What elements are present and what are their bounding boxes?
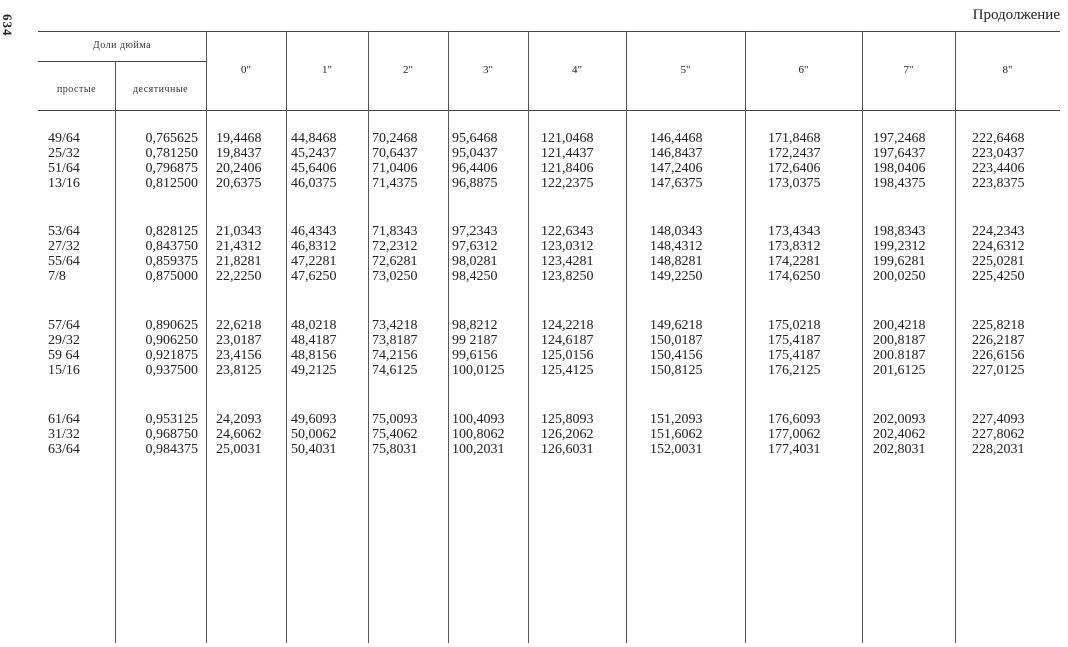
mm-column xyxy=(372,224,444,284)
decimal-column xyxy=(123,318,198,378)
simple-fraction: 49/64 xyxy=(48,131,80,146)
page-number: 634 xyxy=(0,14,15,37)
mm-value: 100,2031 xyxy=(452,442,505,457)
mm-value: 200.8187 xyxy=(873,348,926,363)
mm-value: 99,6156 xyxy=(452,348,498,363)
simple-fraction: 27/32 xyxy=(48,239,80,254)
mm-value: 124,2218 xyxy=(541,318,594,333)
mm-column xyxy=(216,224,288,284)
mm-value: 75,0093 xyxy=(372,412,418,427)
mm-value: 150,0187 xyxy=(650,333,703,348)
mm-value: 148,0343 xyxy=(650,224,703,239)
mm-column xyxy=(768,224,840,284)
mm-value: 173,4343 xyxy=(768,224,821,239)
mm-value: 173,8312 xyxy=(768,239,821,254)
mm-value: 48,8156 xyxy=(291,348,337,363)
mm-value: 228,2031 xyxy=(972,442,1025,457)
mm-value: 175,4187 xyxy=(768,348,821,363)
mm-value: 171,8468 xyxy=(768,131,821,146)
mm-value: 202,4062 xyxy=(873,427,926,442)
continuation-label: Продолжение xyxy=(972,7,1060,23)
mm-value: 200,4218 xyxy=(873,318,926,333)
simple-fraction: 51/64 xyxy=(48,161,80,176)
mm-value: 49,6093 xyxy=(291,412,337,427)
mm-value: 223,8375 xyxy=(972,176,1025,191)
mm-value: 50,4031 xyxy=(291,442,337,457)
mm-value: 174,6250 xyxy=(768,269,821,284)
mm-value: 146,8437 xyxy=(650,146,703,161)
mm-value: 23,0187 xyxy=(216,333,262,348)
simple-header: простые xyxy=(56,84,97,95)
mm-value: 198,8343 xyxy=(873,224,926,239)
mm-value: 121,4437 xyxy=(541,146,594,161)
inch-column-header: 7" xyxy=(903,64,914,76)
mm-column xyxy=(372,412,444,457)
mm-value: 197,6437 xyxy=(873,146,926,161)
mm-value: 151,2093 xyxy=(650,412,703,427)
mm-column xyxy=(873,131,945,191)
mm-value: 74,6125 xyxy=(372,363,418,378)
mm-column xyxy=(873,412,945,457)
simple-fraction: 61/64 xyxy=(48,412,80,427)
simple-fraction: 55/64 xyxy=(48,254,80,269)
mm-value: 71,0406 xyxy=(372,161,418,176)
mm-value: 24,2093 xyxy=(216,412,262,427)
mm-column xyxy=(452,412,524,457)
mm-column xyxy=(452,318,524,378)
inch-column-header: 6" xyxy=(798,64,809,76)
mm-value: 73,0250 xyxy=(372,269,418,284)
mm-value: 50,0062 xyxy=(291,427,337,442)
mm-value: 172,2437 xyxy=(768,146,821,161)
simple-fraction-column xyxy=(48,412,106,457)
mm-value: 175,4187 xyxy=(768,333,821,348)
mm-value: 177,0062 xyxy=(768,427,821,442)
decimal-value: 0,781250 xyxy=(145,146,198,161)
mm-column xyxy=(650,224,722,284)
mm-value: 123,8250 xyxy=(541,269,594,284)
mm-value: 197,2468 xyxy=(873,131,926,146)
mm-value: 100,8062 xyxy=(452,427,505,442)
mm-value: 125,4125 xyxy=(541,363,594,378)
mm-column xyxy=(216,131,288,191)
group-header: Доли дюйма xyxy=(92,40,152,51)
mm-value: 126,6031 xyxy=(541,442,594,457)
mm-value: 177,4031 xyxy=(768,442,821,457)
decimal-value: 0,968750 xyxy=(145,427,198,442)
mm-value: 98,4250 xyxy=(452,269,498,284)
decimal-value: 0,765625 xyxy=(145,131,198,146)
mm-value: 121,0468 xyxy=(541,131,594,146)
mm-value: 21,8281 xyxy=(216,254,262,269)
mm-value: 172,6406 xyxy=(768,161,821,176)
mm-value: 200,8187 xyxy=(873,333,926,348)
decimal-value: 0,875000 xyxy=(145,269,198,284)
mm-value: 98,0281 xyxy=(452,254,498,269)
decimal-value: 0,937500 xyxy=(145,363,198,378)
mm-value: 100,4093 xyxy=(452,412,505,427)
mm-value: 126,2062 xyxy=(541,427,594,442)
simple-fraction: 15/16 xyxy=(48,363,80,378)
mm-column xyxy=(972,412,1044,457)
mm-value: 23,4156 xyxy=(216,348,262,363)
mm-value: 97,2343 xyxy=(452,224,498,239)
mm-column xyxy=(768,131,840,191)
column-divider xyxy=(368,31,369,643)
decimal-value: 0,796875 xyxy=(145,161,198,176)
mm-value: 176,6093 xyxy=(768,412,821,427)
mm-value: 21,0343 xyxy=(216,224,262,239)
inch-column-header: 5" xyxy=(680,64,691,76)
top-rule xyxy=(38,31,1060,32)
mm-value: 74,2156 xyxy=(372,348,418,363)
mm-value: 73,8187 xyxy=(372,333,418,348)
group-rule xyxy=(38,61,206,62)
decimal-value: 0,812500 xyxy=(145,176,198,191)
mm-value: 176,2125 xyxy=(768,363,821,378)
mm-value: 21,4312 xyxy=(216,239,262,254)
decimal-column xyxy=(123,224,198,284)
mm-value: 72,2312 xyxy=(372,239,418,254)
mm-column xyxy=(372,131,444,191)
mm-value: 23,8125 xyxy=(216,363,262,378)
column-divider xyxy=(626,31,627,643)
decimal-column xyxy=(123,131,198,191)
inch-column-header: 3" xyxy=(483,64,493,76)
inch-column-header: 1" xyxy=(322,64,332,76)
header-rule xyxy=(38,110,1060,111)
mm-value: 72,6281 xyxy=(372,254,418,269)
simple-fraction: 7/8 xyxy=(48,269,66,284)
mm-value: 123,4281 xyxy=(541,254,594,269)
mm-value: 199,2312 xyxy=(873,239,926,254)
mm-value: 122,2375 xyxy=(541,176,594,191)
simple-fraction-column xyxy=(48,224,106,284)
mm-column xyxy=(972,224,1044,284)
simple-fraction: 25/32 xyxy=(48,146,80,161)
mm-column xyxy=(768,412,840,457)
data-table xyxy=(38,31,1060,643)
mm-column xyxy=(372,318,444,378)
simple-fraction: 53/64 xyxy=(48,224,80,239)
column-divider xyxy=(206,31,207,643)
mm-value: 46,0375 xyxy=(291,176,337,191)
mm-value: 97,6312 xyxy=(452,239,498,254)
decimal-value: 0,890625 xyxy=(145,318,198,333)
mm-value: 20,2406 xyxy=(216,161,262,176)
mm-column xyxy=(972,318,1044,378)
mm-value: 227,0125 xyxy=(972,363,1025,378)
mm-value: 152,0031 xyxy=(650,442,703,457)
mm-value: 95,6468 xyxy=(452,131,498,146)
mm-value: 198,4375 xyxy=(873,176,926,191)
simple-fraction: 63/64 xyxy=(48,442,80,457)
mm-column xyxy=(541,412,613,457)
mm-column xyxy=(291,412,363,457)
mm-value: 124,6187 xyxy=(541,333,594,348)
column-divider xyxy=(955,31,956,643)
mm-value: 70,2468 xyxy=(372,131,418,146)
mm-column xyxy=(972,131,1044,191)
mm-value: 96,8875 xyxy=(452,176,498,191)
simple-fraction: 57/64 xyxy=(48,318,80,333)
column-divider xyxy=(528,31,529,643)
inch-column-header: 2" xyxy=(403,64,413,76)
mm-column xyxy=(650,318,722,378)
mm-column xyxy=(650,131,722,191)
mm-value: 22,6218 xyxy=(216,318,262,333)
column-divider xyxy=(448,31,449,643)
mm-value: 22,2250 xyxy=(216,269,262,284)
mm-value: 199,6281 xyxy=(873,254,926,269)
mm-value: 149,2250 xyxy=(650,269,703,284)
mm-value: 75,8031 xyxy=(372,442,418,457)
mm-value: 147,2406 xyxy=(650,161,703,176)
mm-value: 96,4406 xyxy=(452,161,498,176)
mm-value: 198,0406 xyxy=(873,161,926,176)
simple-fraction: 59 64 xyxy=(48,348,80,363)
mm-value: 224,2343 xyxy=(972,224,1025,239)
mm-value: 46,4343 xyxy=(291,224,337,239)
column-divider xyxy=(115,61,116,643)
mm-value: 45,2437 xyxy=(291,146,337,161)
mm-value: 19,4468 xyxy=(216,131,262,146)
mm-value: 47,2281 xyxy=(291,254,337,269)
mm-value: 227,8062 xyxy=(972,427,1025,442)
mm-column xyxy=(291,318,363,378)
mm-value: 146,4468 xyxy=(650,131,703,146)
mm-value: 225,8218 xyxy=(972,318,1025,333)
mm-column xyxy=(452,131,524,191)
mm-value: 47,6250 xyxy=(291,269,337,284)
mm-value: 175,0218 xyxy=(768,318,821,333)
decimal-value: 0,921875 xyxy=(145,348,198,363)
mm-value: 200,0250 xyxy=(873,269,926,284)
mm-value: 150,4156 xyxy=(650,348,703,363)
mm-column xyxy=(650,412,722,457)
mm-column xyxy=(216,412,288,457)
mm-value: 44,8468 xyxy=(291,131,337,146)
decimal-value: 0,984375 xyxy=(145,442,198,457)
mm-column xyxy=(291,224,363,284)
mm-value: 148,4312 xyxy=(650,239,703,254)
mm-value: 223,0437 xyxy=(972,146,1025,161)
mm-column xyxy=(216,318,288,378)
inch-column-header: 8" xyxy=(1002,64,1013,76)
mm-value: 98,8212 xyxy=(452,318,498,333)
mm-value: 125,8093 xyxy=(541,412,594,427)
mm-value: 45,6406 xyxy=(291,161,337,176)
mm-value: 151,6062 xyxy=(650,427,703,442)
decimal-value: 0,828125 xyxy=(145,224,198,239)
mm-value: 20,6375 xyxy=(216,176,262,191)
mm-value: 202,8031 xyxy=(873,442,926,457)
simple-fraction: 13/16 xyxy=(48,176,80,191)
inch-column-header: 0" xyxy=(241,64,251,76)
mm-value: 71,4375 xyxy=(372,176,418,191)
mm-column xyxy=(452,224,524,284)
mm-value: 201,6125 xyxy=(873,363,926,378)
decimal-value: 0,953125 xyxy=(145,412,198,427)
mm-value: 123,0312 xyxy=(541,239,594,254)
column-divider xyxy=(745,31,746,643)
mm-column xyxy=(768,318,840,378)
mm-value: 48,4187 xyxy=(291,333,337,348)
inch-column-header: 4" xyxy=(572,64,582,76)
simple-fraction-column xyxy=(48,318,106,378)
mm-value: 75,4062 xyxy=(372,427,418,442)
mm-value: 225,0281 xyxy=(972,254,1025,269)
mm-column xyxy=(873,318,945,378)
decimal-value: 0,859375 xyxy=(145,254,198,269)
mm-value: 225,4250 xyxy=(972,269,1025,284)
simple-fraction: 31/32 xyxy=(48,427,80,442)
mm-value: 95,0437 xyxy=(452,146,498,161)
mm-value: 19,8437 xyxy=(216,146,262,161)
mm-value: 48,0218 xyxy=(291,318,337,333)
mm-value: 71,8343 xyxy=(372,224,418,239)
mm-column xyxy=(541,318,613,378)
mm-value: 99 2187 xyxy=(452,333,498,348)
mm-column xyxy=(291,131,363,191)
mm-value: 148,8281 xyxy=(650,254,703,269)
mm-value: 147,6375 xyxy=(650,176,703,191)
mm-value: 174,2281 xyxy=(768,254,821,269)
mm-value: 24,6062 xyxy=(216,427,262,442)
mm-value: 122,6343 xyxy=(541,224,594,239)
mm-column xyxy=(873,224,945,284)
mm-value: 173,0375 xyxy=(768,176,821,191)
decimal-value: 0,906250 xyxy=(145,333,198,348)
column-divider xyxy=(862,31,863,643)
simple-fraction-column xyxy=(48,131,106,191)
mm-value: 70,6437 xyxy=(372,146,418,161)
mm-value: 100,0125 xyxy=(452,363,505,378)
mm-value: 150,8125 xyxy=(650,363,703,378)
mm-value: 227,4093 xyxy=(972,412,1025,427)
mm-value: 73,4218 xyxy=(372,318,418,333)
mm-value: 224,6312 xyxy=(972,239,1025,254)
mm-value: 202,0093 xyxy=(873,412,926,427)
mm-value: 121,8406 xyxy=(541,161,594,176)
mm-value: 149,6218 xyxy=(650,318,703,333)
decimal-header: десятичные xyxy=(132,84,189,95)
simple-fraction: 29/32 xyxy=(48,333,80,348)
mm-value: 226,6156 xyxy=(972,348,1025,363)
mm-value: 25,0031 xyxy=(216,442,262,457)
decimal-value: 0,843750 xyxy=(145,239,198,254)
mm-column xyxy=(541,131,613,191)
mm-value: 223,4406 xyxy=(972,161,1025,176)
mm-value: 125,0156 xyxy=(541,348,594,363)
decimal-column xyxy=(123,412,198,457)
mm-value: 222,6468 xyxy=(972,131,1025,146)
mm-column xyxy=(541,224,613,284)
mm-value: 46,8312 xyxy=(291,239,337,254)
mm-value: 226,2187 xyxy=(972,333,1025,348)
mm-value: 49,2125 xyxy=(291,363,337,378)
